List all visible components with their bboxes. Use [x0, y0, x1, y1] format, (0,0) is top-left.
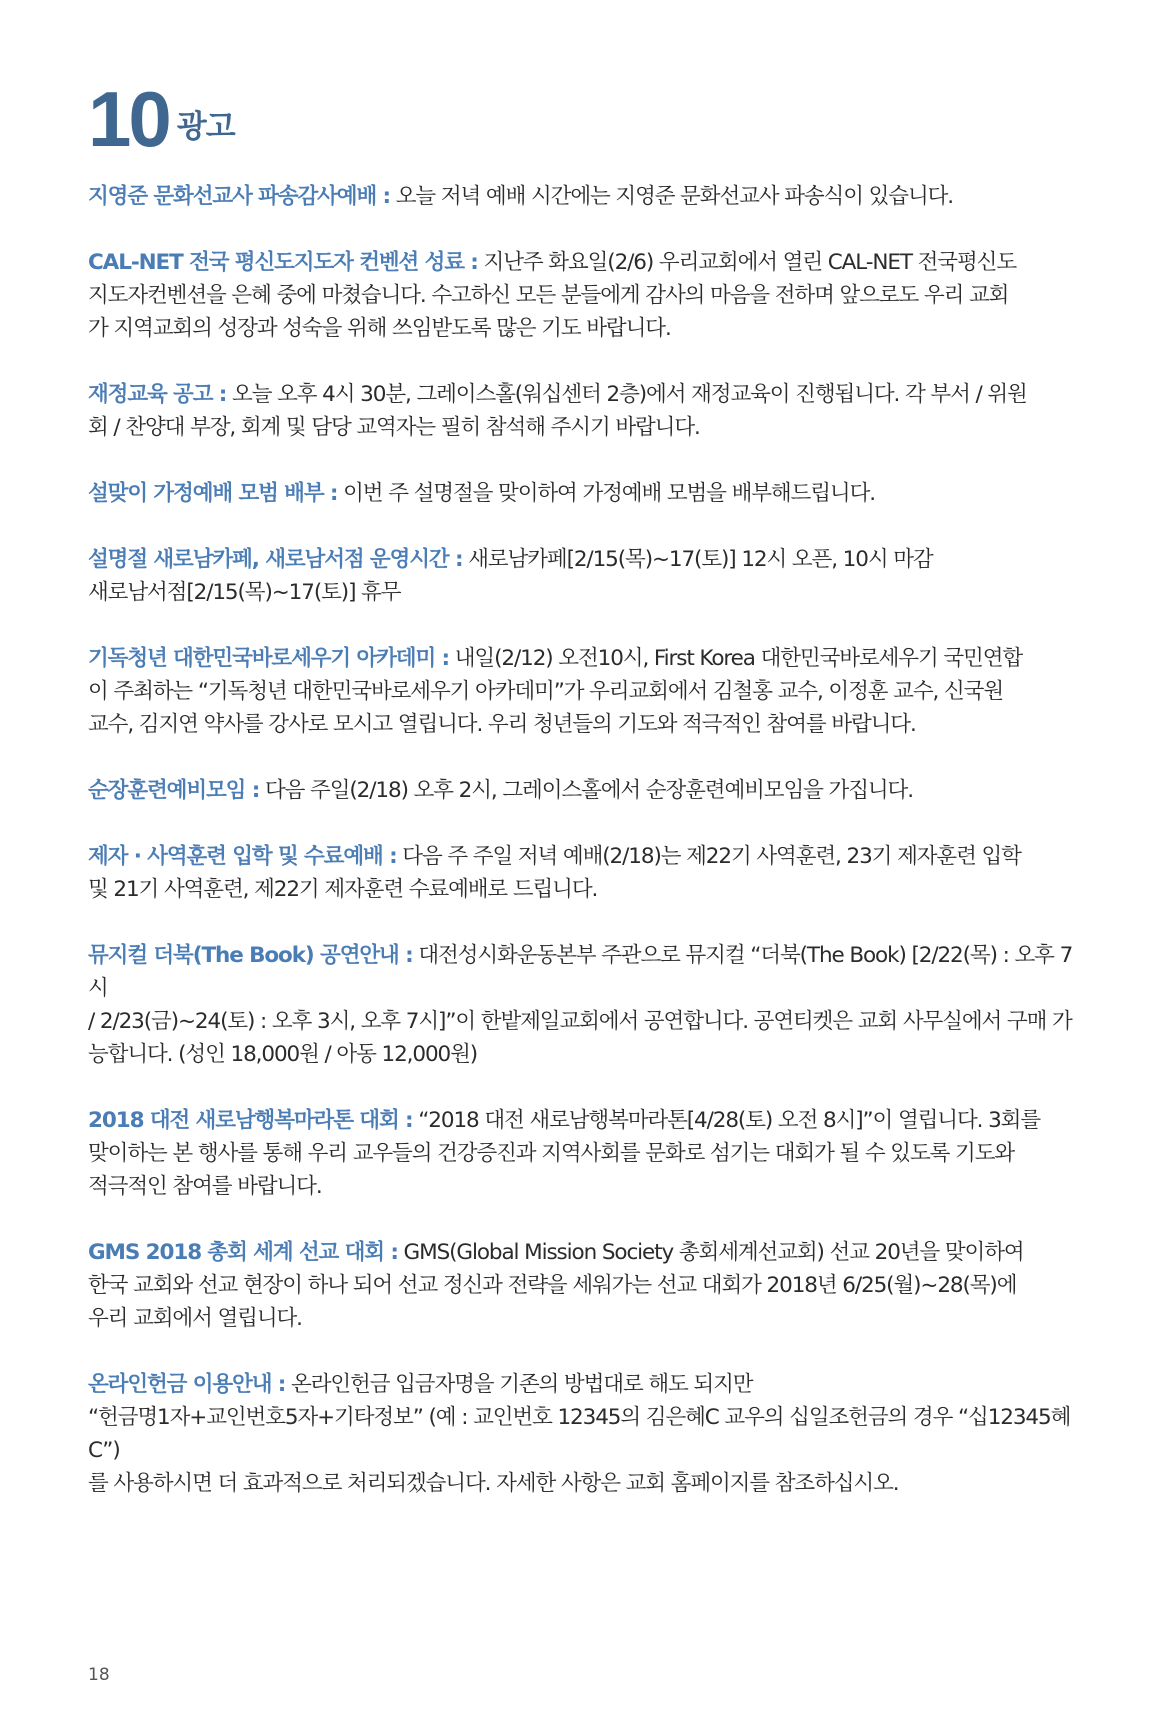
notice-line: [88, 477, 1088, 510]
notice-line: [88, 1104, 1088, 1137]
notice-line: [88, 840, 1088, 873]
notice-line: [88, 1269, 1088, 1302]
notice-line: [88, 543, 1088, 576]
notice-title: GMS 2018 총회 세계 선교 대회 :: [88, 1240, 398, 1265]
notice-line: [88, 642, 1088, 675]
notice-title: 온라인헌금 이용안내 :: [88, 1372, 286, 1397]
section-number: 10: [88, 75, 169, 163]
notice-title: 순장훈련예비모임 :: [88, 778, 260, 803]
notice-body: 회 / 찬양대 부장, 회계 및 담당 교역자는 필히 참석해 주시기 바랍니다.: [88, 415, 700, 440]
notice-line: [88, 411, 1088, 444]
notice-item: [88, 180, 1088, 213]
notice-body: 이 주최하는 “기독청년 대한민국바로세우기 아카데미”가 우리교회에서 김철홍 교수, 이정훈 교수, 신국원: [88, 679, 1003, 704]
notice-body: 맞이하는 본 행사를 통해 우리 교우들의 건강증진과 지역사회를 문화로 섬기는 대회가 될 수 있도록 기도와: [88, 1141, 1015, 1166]
notice-body: 오늘 저녁 예배 시간에는 지영준 문화선교사 파송식이 있습니다.: [390, 184, 954, 209]
notice-body: 오늘 오후 4시 30분, 그레이스홀(워십센터 2층)에서 재정교육이 진행됩니다. 각 부서 / 위원: [226, 382, 1027, 407]
notice-line: [88, 1401, 1088, 1467]
notice-line: [88, 246, 1088, 279]
notice-body: 이번 주 설명절을 맞이하여 가정예배 모범을 배부해드립니다.: [337, 481, 876, 506]
notice-body: 내일(2/12) 오전10시, First Korea 대한민국바로세우기 국민연합: [449, 646, 1023, 671]
notice-title: 설맞이 가정예배 모범 배부 :: [88, 481, 338, 506]
notice-list: [88, 180, 1088, 1533]
notice-item: [88, 840, 1088, 906]
notice-line: [88, 1170, 1088, 1203]
notice-body: 새로남서점[2/15(목)~17(토)] 휴무: [88, 580, 401, 605]
notice-line: [88, 180, 1088, 213]
notice-title: 제자 · 사역훈련 입학 및 수료예배 :: [88, 844, 397, 869]
notice-item: [88, 1236, 1088, 1335]
notice-body: 한국 교회와 선교 현장이 하나 되어 선교 정신과 전략을 세워가는 선교 대회가 2018년 6/25(월)~28(목)에: [88, 1273, 1017, 1298]
notice-item: [88, 246, 1088, 345]
notice-body: 다음 주일(2/18) 오후 2시, 그레이스홀에서 순장훈련예비모임을 가집니다.: [259, 778, 913, 803]
notice-title: CAL-NET 전국 평신도지도자 컨벤션 성료 :: [88, 250, 478, 275]
notice-line: [88, 1137, 1088, 1170]
notice-body: GMS(Global Mission Society 총회세계선교회) 선교 20년을 맞이하여: [397, 1240, 1024, 1265]
notice-line: [88, 873, 1088, 906]
notice-line: [88, 576, 1088, 609]
notice-body: 교수, 김지연 약사를 강사로 모시고 열립니다. 우리 청년들의 기도와 적극적인 참여를 바랍니다.: [88, 712, 916, 737]
notice-title: 설명절 새로남카페, 새로남서점 운영시간 :: [88, 547, 463, 572]
notice-line: [88, 939, 1088, 1005]
notice-line: [88, 312, 1088, 345]
notice-body: 새로남카페[2/15(목)~17(토)] 12시 오픈, 10시 마감: [462, 547, 933, 572]
notice-line: [88, 774, 1088, 807]
notice-body: 대전성시화운동본부 주관으로 뮤지컬 “더북(The Book) [2/22(목) : 오후 7시: [88, 943, 1073, 1001]
notice-body: 능합니다. (성인 18,000원 / 아동 12,000원): [88, 1042, 478, 1067]
notice-body: 지난주 화요일(2/6) 우리교회에서 열린 CAL-NET 전국평신도: [477, 250, 1016, 275]
notice-body: 우리 교회에서 열립니다.: [88, 1306, 302, 1331]
notice-body: / 2/23(금)~24(토) : 오후 3시, 오후 7시]”이 한밭제일교회에서 공연합니다. 공연티켓은 교회 사무실에서 구매 가: [88, 1009, 1072, 1034]
notice-line: [88, 279, 1088, 312]
notice-item: [88, 1368, 1088, 1500]
notice-body: 다음 주 주일 저녁 예배(2/18)는 제22기 사역훈련, 23기 제자훈련 입학: [396, 844, 1021, 869]
notice-line: [88, 1368, 1088, 1401]
notice-item: [88, 642, 1088, 741]
notice-body: 가 지역교회의 성장과 성숙을 위해 쓰임받도록 많은 기도 바랍니다.: [88, 316, 671, 341]
notice-body: 및 21기 사역훈련, 제22기 제자훈련 수료예배로 드립니다.: [88, 877, 598, 902]
notice-line: [88, 1038, 1088, 1071]
notice-line: [88, 1467, 1088, 1500]
section-header: [88, 75, 235, 163]
notice-line: [88, 378, 1088, 411]
notice-item: [88, 939, 1088, 1071]
notice-body: 온라인헌금 입금자명을 기존의 방법대로 해도 되지만: [285, 1372, 753, 1397]
notice-title: 2018 대전 새로남행복마라톤 대회 :: [88, 1108, 413, 1133]
notice-body: “헌금명1자+교인번호5자+기타정보” (예 : 교인번호 12345의 김은혜C 교우의 십일조헌금의 경우 “십12345혜C”): [88, 1405, 1071, 1463]
notice-line: [88, 1302, 1088, 1335]
notice-item: [88, 477, 1088, 510]
notice-body: 지도자컨벤션을 은혜 중에 마쳤습니다. 수고하신 모든 분들에게 감사의 마음을 전하며 앞으로도 우리 교회: [88, 283, 1009, 308]
notice-line: [88, 1236, 1088, 1269]
notice-line: [88, 675, 1088, 708]
section-title: 광고: [176, 109, 235, 145]
notice-line: [88, 708, 1088, 741]
notice-title: 기독청년 대한민국바로세우기 아카데미 :: [88, 646, 450, 671]
notice-item: [88, 1104, 1088, 1203]
notice-body: 를 사용하시면 더 효과적으로 처리되겠습니다. 자세한 사항은 교회 홈페이지를 참조하십시오.: [88, 1471, 899, 1496]
notice-title: 재정교육 공고 :: [88, 382, 227, 407]
notice-line: [88, 1005, 1088, 1038]
notice-body: “2018 대전 새로남행복마라톤[4/28(토) 오전 8시]”이 열립니다. 3회를: [412, 1108, 1041, 1133]
page-number: 18: [88, 1665, 110, 1685]
notice-title: 뮤지컬 더북(The Book) 공연안내 :: [88, 943, 413, 968]
notice-item: [88, 543, 1088, 609]
notice-title: 지영준 문화선교사 파송감사예배 :: [88, 184, 391, 209]
notice-body: 적극적인 참여를 바랍니다.: [88, 1174, 322, 1199]
notice-item: [88, 378, 1088, 444]
notice-item: [88, 774, 1088, 807]
